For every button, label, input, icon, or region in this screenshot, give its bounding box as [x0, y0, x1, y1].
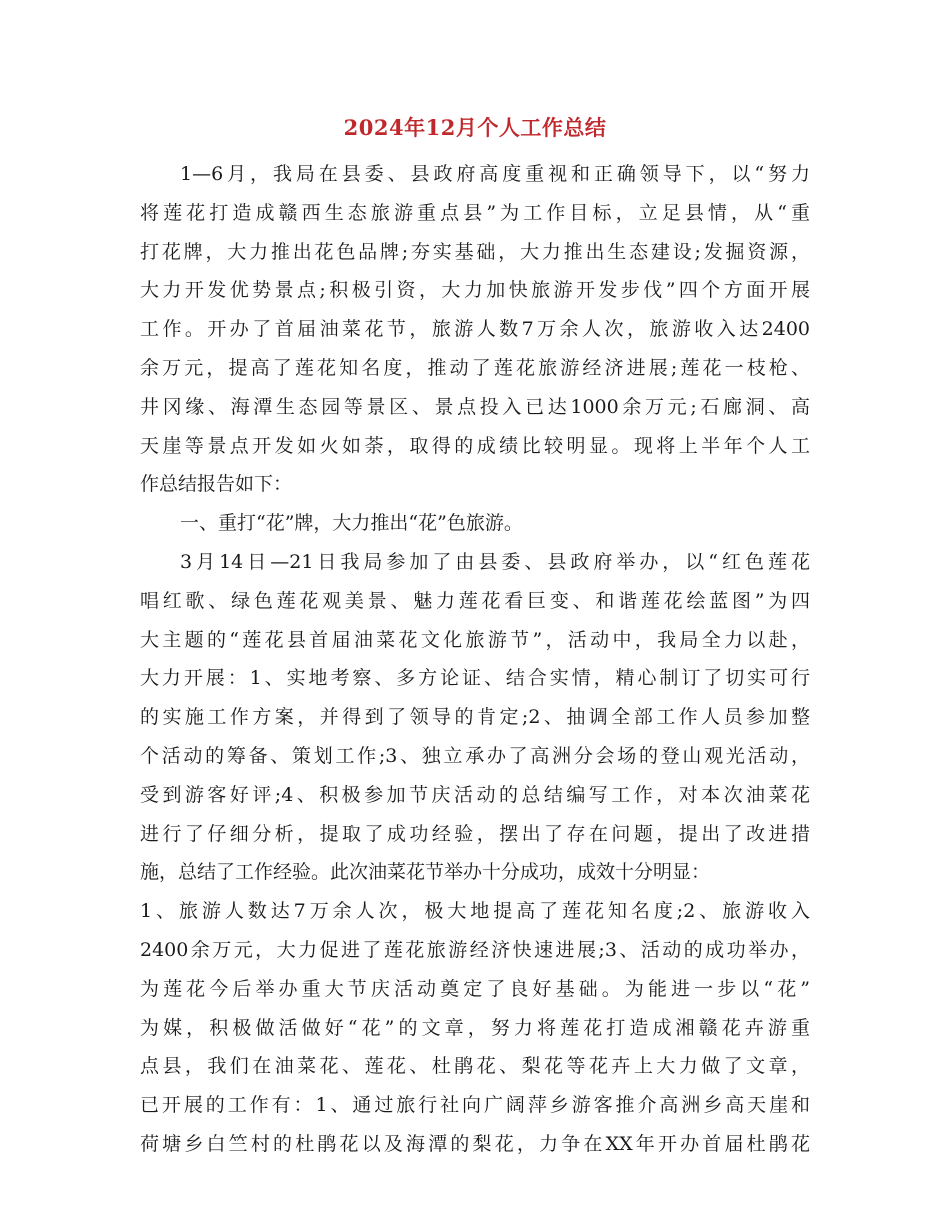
text-line: 大力开发优势景点;积极引资，大力加快旅游开发步伐”四个方面开展 [140, 279, 810, 302]
text-line: 唱红歌、绿色莲花观美景、魅力莲花看巨变、和谐莲花绘蓝图”为四 [140, 589, 810, 612]
text-line: 余万元，提高了莲花知名度，推动了莲花旅游经济进展;莲花一枝枪、 [140, 356, 810, 379]
text-line: 已开展的工作有：1、通过旅行社向广阔萍乡游客推介高洲乡高天崖和 [140, 1094, 810, 1117]
text-line: 为媒，积极做活做好“花”的文章，努力将莲花打造成湘赣花卉游重 [140, 1016, 810, 1039]
text-line: 井冈缘、海潭生态园等景区、景点投入已达1000余万元;石廊洞、高 [140, 395, 810, 418]
text-line: 受到游客好评;4、积极参加节庆活动的总结编写工作，对本次油菜花 [140, 783, 810, 806]
text-line: 为莲花今后举办重大节庆活动奠定了良好基础。为能进一步以“花” [140, 977, 810, 1000]
text-line: 个活动的筹备、策划工作;3、独立承办了高洲分会场的登山观光活动， [140, 744, 810, 767]
text-line: 天崖等景点开发如火如荼，取得的成绩比较明显。现将上半年个人工 [140, 434, 810, 457]
document-title: 2024年12月个人工作总结 [343, 115, 607, 140]
text-line: 一、重打“花”牌，大力推出“花”色旅游。 [180, 512, 523, 535]
text-line: 施，总结了工作经验。此次油菜花节举办十分成功，成效十分明显： [140, 861, 711, 884]
text-line: 的实施工作方案，并得到了领导的肯定;2、抽调全部工作人员参加整 [140, 706, 810, 729]
text-line: 大力开展：1、实地考察、多方论证、结合实情，精心制订了切实可行 [140, 667, 810, 690]
text-line: 打花牌，大力推出花色品牌;夯实基础，大力推出生态建设;发掘资源， [140, 240, 810, 263]
text-line: 1、旅游人数达7万余人次，极大地提高了莲花知名度;2、旅游收入 [140, 900, 810, 923]
text-line: 作总结报告如下： [140, 473, 293, 496]
text-line: 3月14日—21日我局参加了由县委、县政府举办，以“红色莲花 [180, 550, 810, 573]
text-line: 将莲花打造成赣西生态旅游重点县”为工作目标，立足县情，从“重 [140, 201, 810, 224]
text-line: 进行了仔细分析，提取了成功经验，摆出了存在问题，提出了改进措 [140, 822, 810, 845]
text-line: 1—6月，我局在县委、县政府高度重视和正确领导下，以“努力 [180, 163, 810, 185]
text-line: 大主题的“莲花县首届油菜花文化旅游节”，活动中，我局全力以赴， [140, 628, 810, 651]
document-body [140, 155, 810, 1164]
text-line: 荷塘乡白竺村的杜鹃花以及海潭的梨花，力争在XX年开办首届杜鹃花 [140, 1132, 810, 1155]
text-line: 工作。开办了首届油菜花节，旅游人数7万余人次，旅游收入达2400 [140, 318, 810, 341]
text-line: 点县，我们在油菜花、莲花、杜鹃花、梨花等花卉上大力做了文章， [140, 1055, 810, 1078]
text-line: 2400余万元，大力促进了莲花旅游经济快速进展;3、活动的成功举办， [140, 938, 810, 961]
